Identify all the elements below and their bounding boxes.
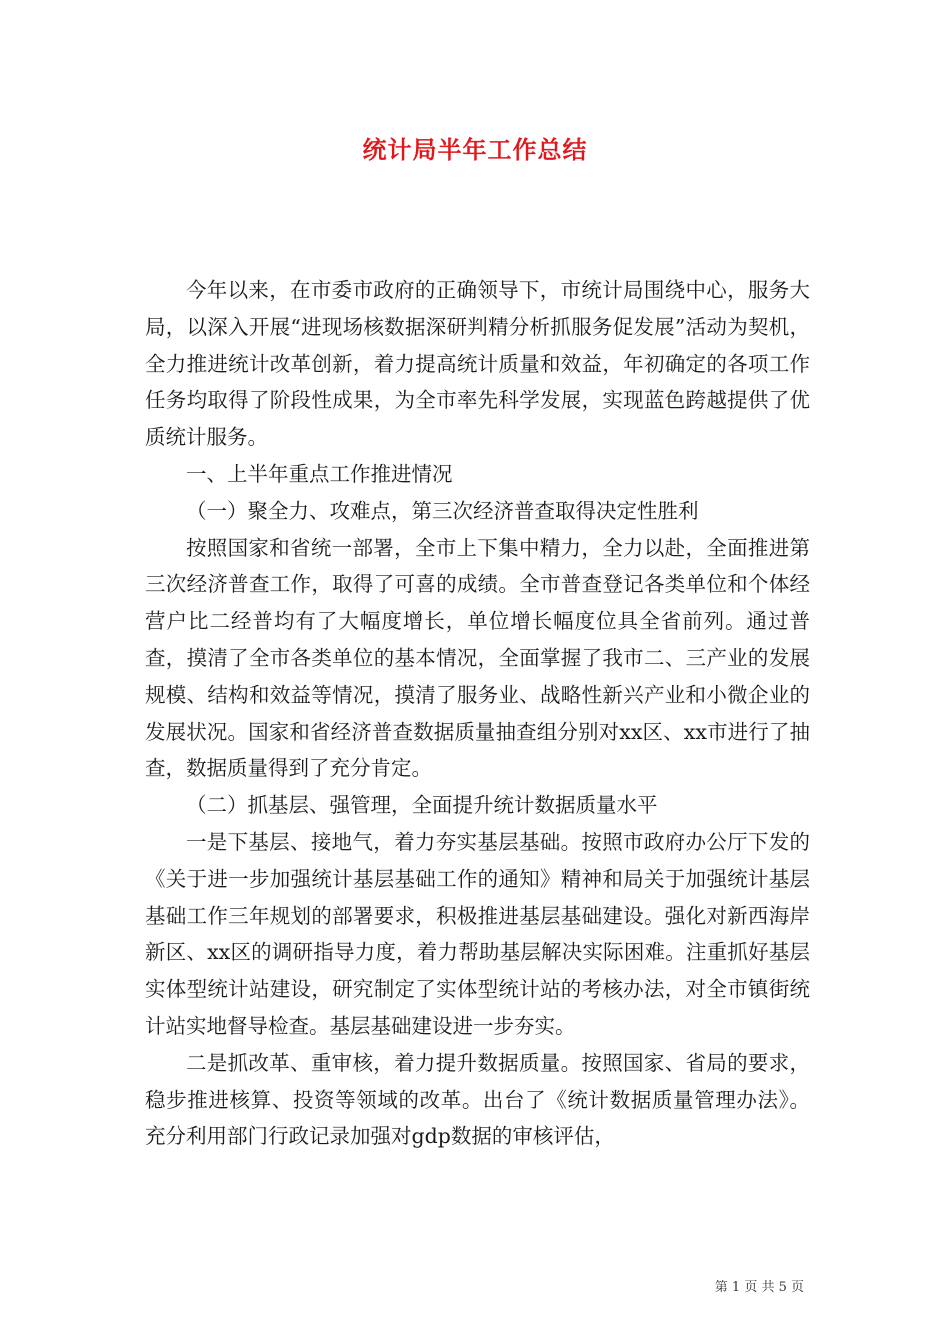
paragraph-census: 按照国家和省统一部署，全市上下集中精力，全力以赴，全面推进第三次经济普查工作，取得了可喜的成绩。全市普查登记各类单位和个体经营户比二经普均有了大幅度增长，单位增长幅度位具全省前列。通过普查，摸清了全市各类单位的基本情况，全面掌握了我市二、三产业的发展规模、结构和效益等情况，摸清了服务业、战略性新兴产业和小微企业的发展状况。国家和省经济普查数据质量抽查组分别对xx区、xx市进行了抽查，数据质量得到了充分肯定。: [145, 535, 810, 781]
paragraph-reform: 二是抓改革、重审核，着力提升数据质量。按照国家、省局的要求，稳步推进核算、投资等领域的改革。出台了《统计数据质量管理办法》。充分利用部门行政记录加强对gdp数据的审核评估，: [145, 1050, 810, 1149]
section-heading-1: 一、上半年重点工作推进情况: [186, 461, 453, 486]
paragraph-intro: 今年以来，在市委市政府的正确领导下，市统计局围绕中心，服务大局，以深入开展“进现场核数据深研判精分析抓服务促发展”活动为契机，全力推进统计改革创新，着力提高统计质量和效益，年初确定的各项工作任务均取得了阶段性成果，为全市率先科学发展，实现蓝色跨越提供了优质统计服务。: [145, 278, 810, 450]
paragraph-grassroots: 一是下基层、接地气，着力夯实基层基础。按照市政府办公厅下发的《关于进一步加强统计基层基础工作的通知》精神和局关于加强统计基层基础工作三年规划的部署要求，积极推进基层基础建设。强化对新西海岸新区、xx区的调研指导力度，着力帮助基层解决实际困难。注重抓好基层实体型统计站建设，研究制定了实体型统计站的考核办法，对全市镇街统计站实地督导检查。基层基础建设进一步夯实。: [145, 829, 810, 1038]
page-number: 第 1 页 共 5 页: [714, 1280, 804, 1295]
subsection-heading-2: （二）抓基层、强管理，全面提升统计数据质量水平: [186, 793, 658, 818]
subsection-heading-1: （一）聚全力、攻难点，第三次经济普查取得决定性胜利: [186, 498, 699, 523]
document-title: 统计局半年工作总结: [362, 135, 588, 164]
document-body: [145, 272, 810, 1155]
